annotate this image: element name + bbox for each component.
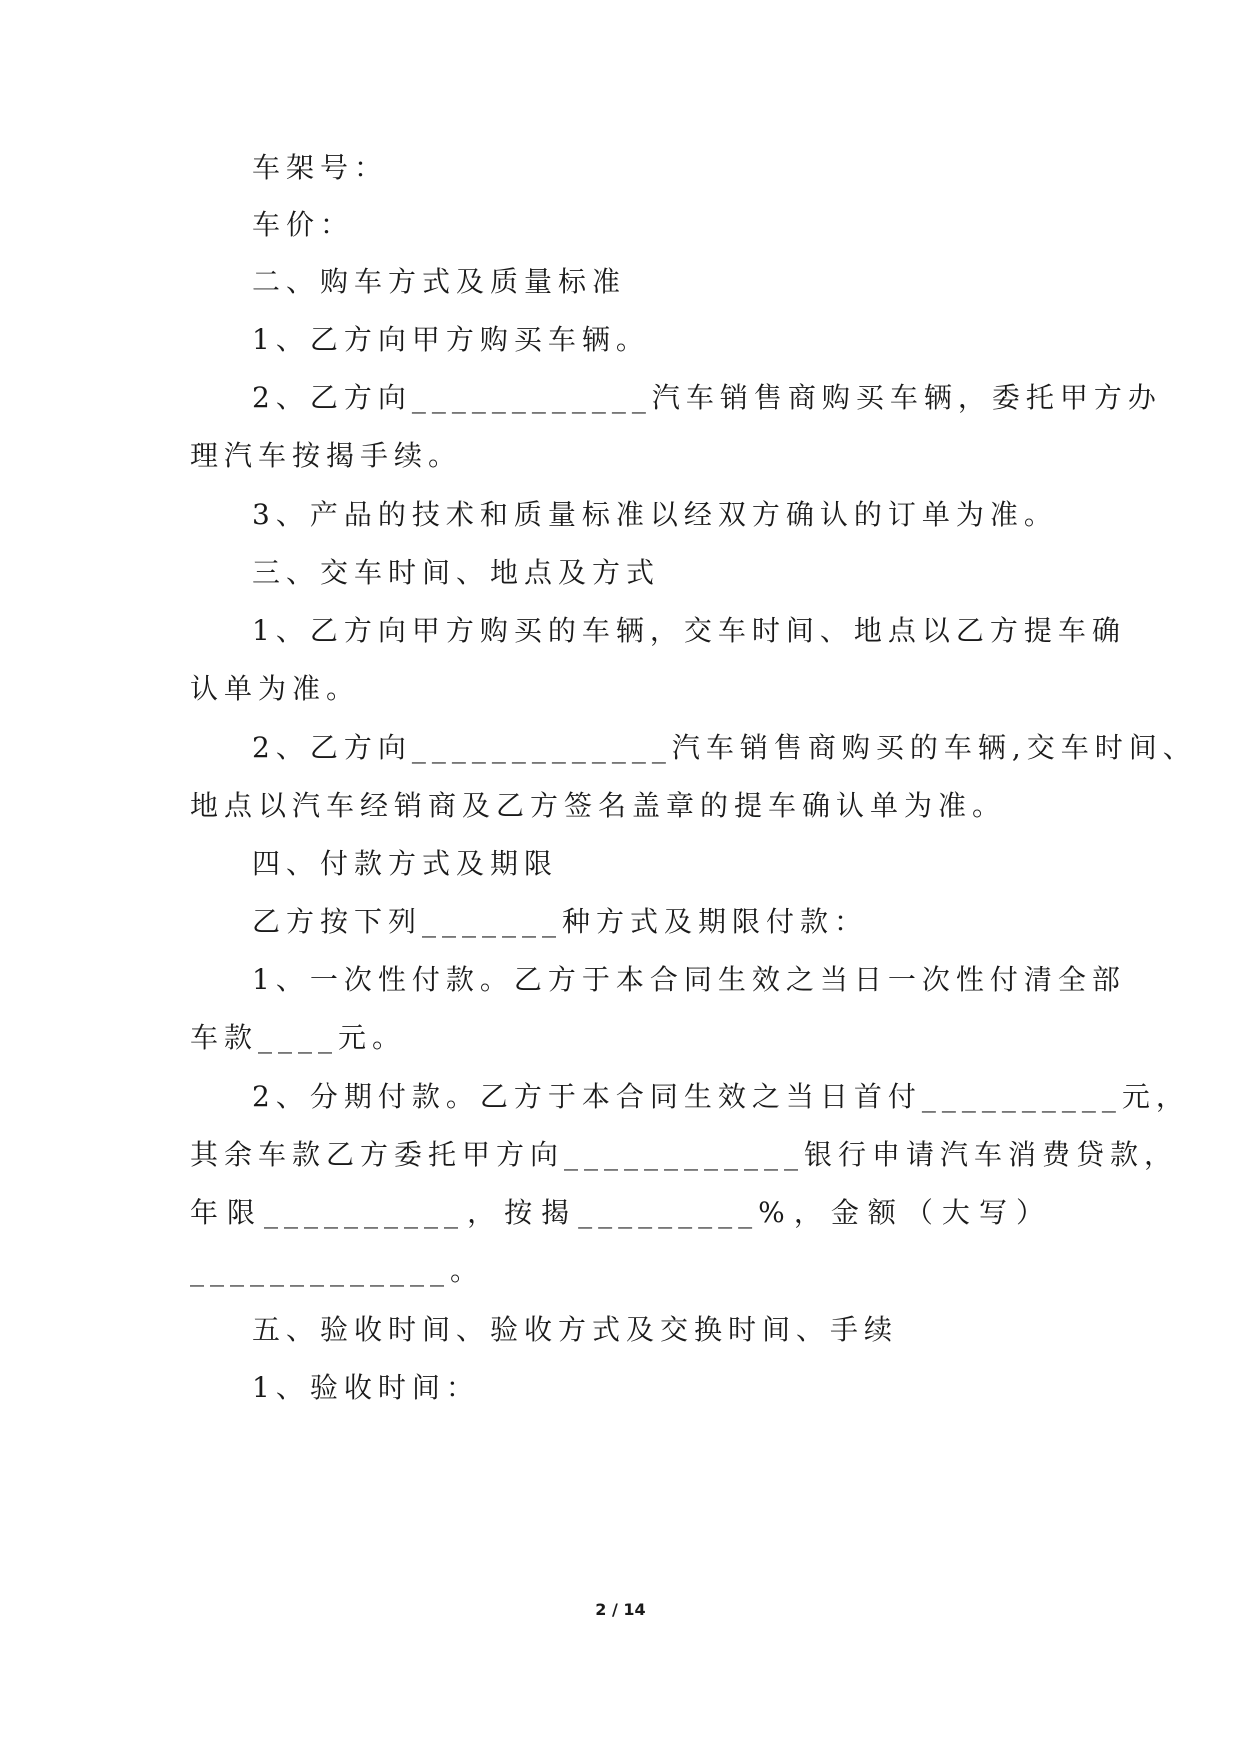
text-line-car-price: 车价：: [252, 208, 355, 241]
page-number: 2 / 14: [595, 1600, 646, 1619]
text-line: 认单为准。: [190, 672, 361, 705]
section-heading-delivery: 三、交车时间、地点及方式: [252, 556, 661, 589]
text-line: 2、乙方向____________汽车销售商购买车辆，委托甲方办: [252, 381, 1162, 414]
text-line: 1、一次性付款。乙方于本合同生效之当日一次性付清全部: [252, 963, 1126, 996]
text-line: 其余车款乙方委托甲方向____________银行申请汽车消费贷款，: [190, 1138, 1179, 1171]
text-line: 年限__________，按揭_________%，金额（大写）: [190, 1196, 1050, 1229]
section-heading-payment: 四、付款方式及期限: [252, 847, 559, 880]
text-line: 3、产品的技术和质量标准以经双方确认的订单为准。: [252, 498, 1058, 531]
text-line: 理汽车按揭手续。: [190, 439, 463, 472]
text-line: 1、乙方向甲方购买的车辆，交车时间、地点以乙方提车确: [252, 614, 1126, 647]
text-line: 2、分期付款。乙方于本合同生效之当日首付__________元，: [252, 1080, 1190, 1113]
text-line: 1、乙方向甲方购买车辆。: [252, 323, 650, 356]
text-line: 车款____元。: [190, 1021, 407, 1054]
section-heading-inspection: 五、验收时间、验收方式及交换时间、手续: [252, 1313, 899, 1346]
section-heading-purchase-method: 二、购车方式及质量标准: [252, 265, 627, 298]
text-line: _____________。: [190, 1254, 485, 1287]
text-line: 2、乙方向_____________汽车销售商购买的车辆,交车时间、: [252, 731, 1197, 764]
text-line: 乙方按下列_______种方式及期限付款：: [252, 905, 869, 938]
text-line: 1、验收时间：: [252, 1371, 480, 1404]
text-line-frame-number: 车架号：: [252, 151, 389, 184]
text-line: 地点以汽车经销商及乙方签名盖章的提车确认单为准。: [190, 789, 1007, 822]
